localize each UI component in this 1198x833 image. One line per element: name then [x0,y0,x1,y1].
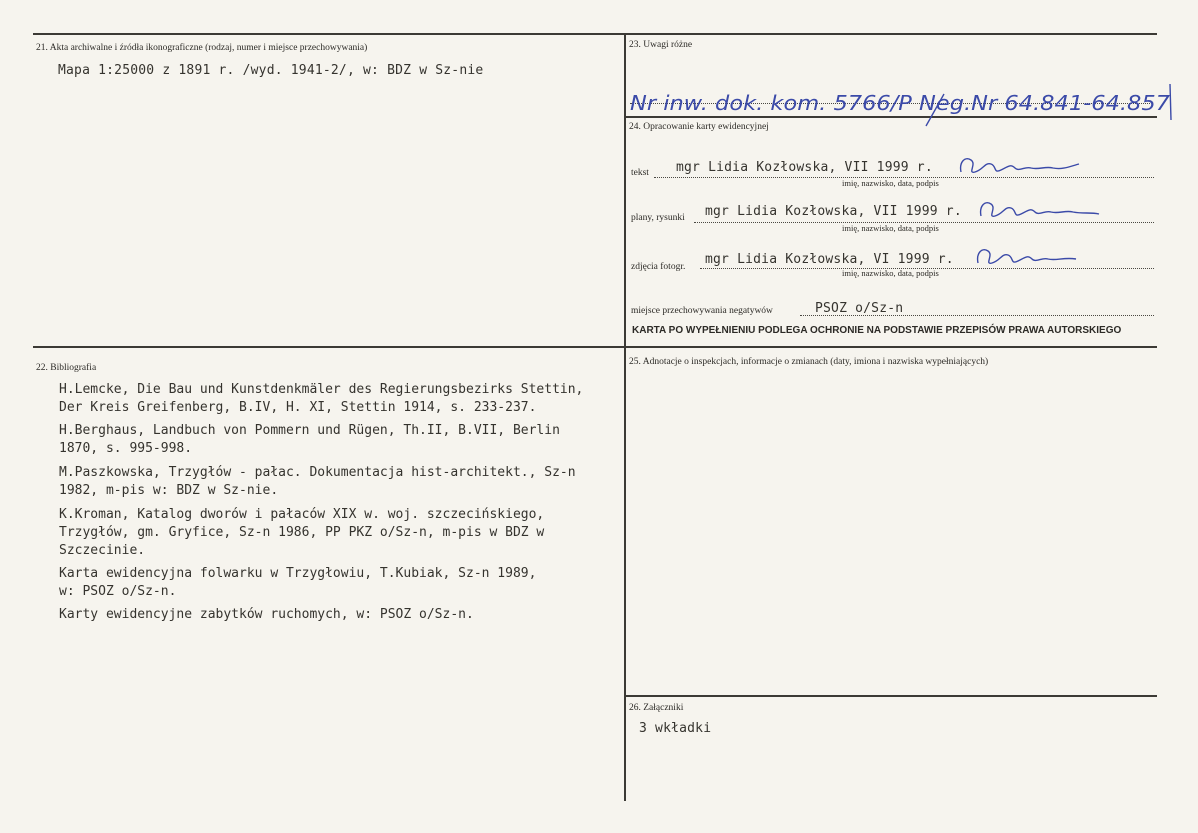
field-value-tekst: mgr Lidia Kozłowska, VII 1999 r. [676,160,933,175]
bibliography-entry [59,606,474,624]
section-23-label: 23. Uwagi różne [629,40,693,50]
bib-line: H.Lemcke, Die Bau und Kunstdenkmäler des Regierungsbezirks Stettin, [59,382,584,397]
section-25-label: 25. Adnotacje o inspekcjach, informacje o zmianach (daty, imiona i nazwiska wypełniających) [629,357,989,367]
signature-icon [955,152,1085,180]
bib-line: Szczecinie. [59,543,146,558]
bib-line: w: PSOZ o/Sz-n. [59,584,177,599]
signature-icon [975,196,1105,224]
top-rule [33,33,1157,35]
bib-line: 1982, m-pis w: BDZ w Sz-nie. [59,483,279,498]
section-26-text: 3 wkładki [639,721,712,736]
field-caption: imię, nazwisko, data, podpis [842,223,939,233]
bibliography-entry [59,565,536,601]
section-26-label: 26. Załączniki [629,703,684,713]
field-caption: imię, nazwisko, data, podpis [842,268,939,278]
bib-line: K.Kroman, Katalog dworów i pałaców XIX w. woj. szczecińskiego, [59,507,545,522]
handwritten-note-text: Nr inw. dok. kom. 5766/P Neg.Nr 64.841-64.857 [630,91,1171,115]
signature-icon [972,243,1082,271]
field-label-plany: plany, rysunki [631,213,685,223]
field-value-plany: mgr Lidia Kozłowska, VII 1999 r. [705,204,962,219]
bib-line: Trzygłów, gm. Gryfice, Sz-n 1986, PP PKZ o/Sz-n, m-pis w BDZ w [59,525,545,540]
field-value-zdjecia: mgr Lidia Kozłowska, VI 1999 r. [705,252,954,267]
bib-line: H.Berghaus, Landbuch von Pommern und Rügen, Th.II, B.VII, Berlin [59,423,560,438]
divider-right-25-26 [624,695,1157,697]
negatives-value: PSOZ o/Sz-n [815,301,904,316]
bib-line: Karta ewidencyjna folwarku w Trzygłowiu, T.Kubiak, Sz-n 1989, [59,566,537,581]
section-22-label: 22. Bibliografia [36,363,97,373]
bib-line: Der Kreis Greifenberg, B.IV, H. XI, Stettin 1914, s. 233-237. [59,400,537,415]
bib-line: Karty ewidencyjne zabytków ruchomych, w: PSOZ o/Sz-n. [59,607,474,622]
negatives-label: miejsce przechowywania negatywów [631,306,773,316]
section-24-label: 24. Opracowanie karty ewidencyjnej [629,122,769,132]
bibliography-entry [59,381,583,417]
bibliography-entry [59,422,560,458]
center-rule [624,33,626,801]
divider-left-mid [33,346,625,348]
field-label-tekst: tekst [631,168,649,178]
bib-line: M.Paszkowska, Trzygłów - pałac. Dokumentacja hist-architekt., Sz-n [59,465,576,480]
section-21-text: Mapa 1:25000 z 1891 r. /wyd. 1941-2/, w: BDZ w Sz-nie [58,63,484,78]
bibliography-entry [59,464,576,500]
bibliography-entry [59,506,544,560]
divider-right-mid [624,346,1157,348]
bib-line: 1870, s. 995-998. [59,441,193,456]
handwritten-inventory-note [626,80,1174,128]
section-21-label: 21. Akta archiwalne i źródła ikonograficzne (rodzaj, numer i miejsce przechowywania) [36,43,368,53]
copyright-notice: KARTA PO WYPEŁNIENIU PODLEGA OCHRONIE NA PODSTAWIE PRZEPISÓW PRAWA AUTORSKIEGO [632,325,1122,336]
field-caption: imię, nazwisko, data, podpis [842,178,939,188]
field-label-zdjecia: zdjęcia fotogr. [631,262,686,272]
